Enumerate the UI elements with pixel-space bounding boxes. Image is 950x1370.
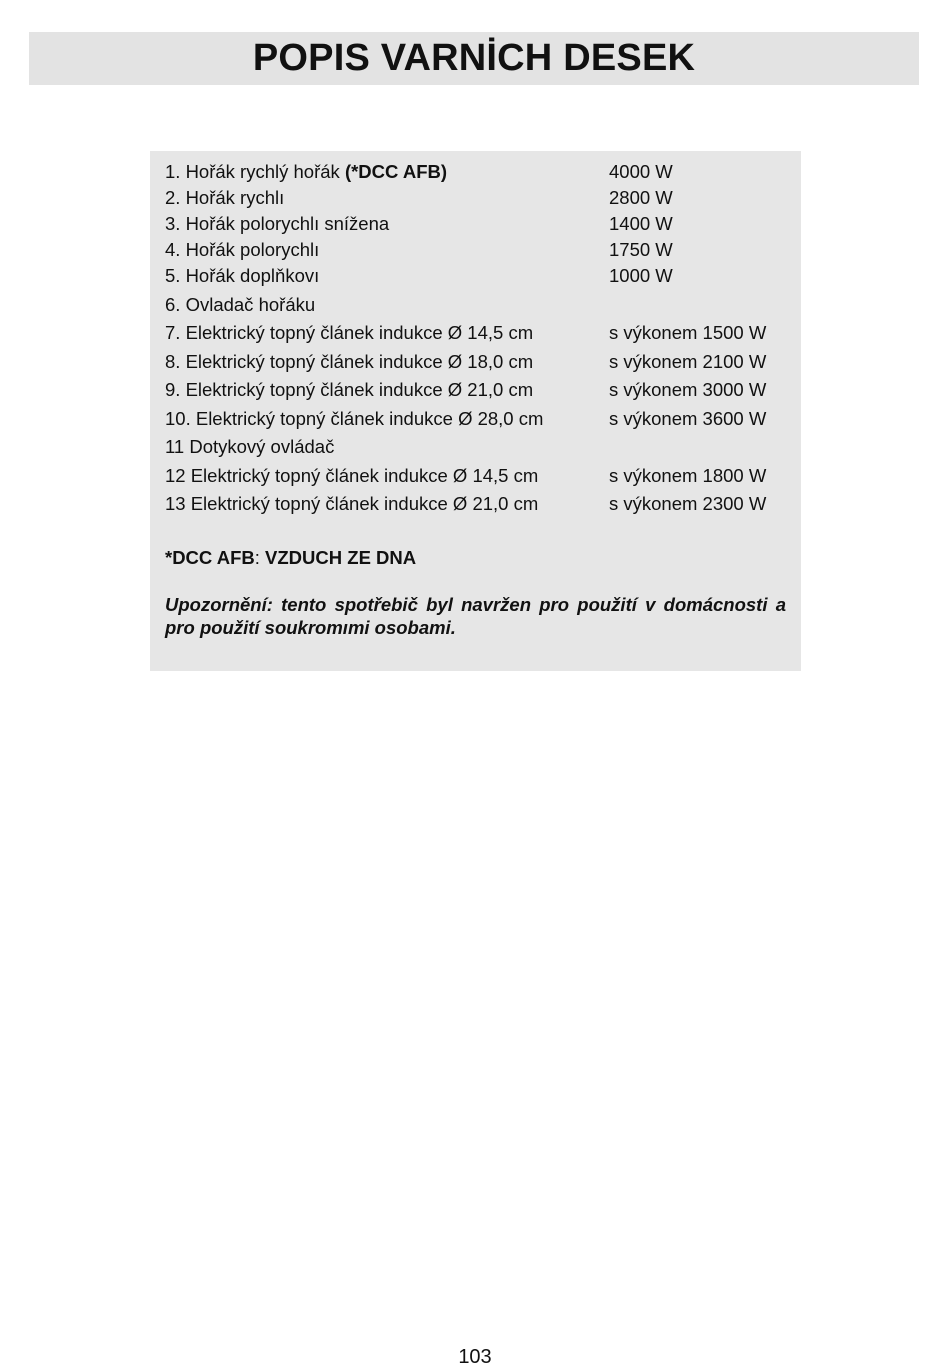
spec-row [165,351,786,379]
spec-value: 1750 W [609,239,673,260]
dcc-term: *DCC AFB [165,547,255,568]
spec-box [150,151,801,671]
spec-row [165,265,786,294]
spec-label: 4. Hořák polorychlı [165,239,320,260]
dcc-description: VZDUCH ZE DNA [265,547,417,568]
spec-label: 3. Hořák polorychlı snížena [165,213,390,234]
spec-row [165,408,786,436]
page-number: 103 [458,1346,492,1368]
spec-value: s výkonem 1500 W [609,322,767,343]
spec-row [165,239,786,265]
spec-value: s výkonem 3600 W [609,408,767,429]
spec-label: 2. Hořák rychlı [165,187,285,208]
spec-label: 7. Elektrický topný článek indukce Ø 14,5 cm [165,322,534,343]
spec-list [165,161,786,521]
spec-row [165,465,786,493]
page-title: POPIS VARNİCH DESEK [252,37,696,79]
spec-row [165,436,786,465]
spec-value: s výkonem 3000 W [609,379,767,400]
spec-value: 1000 W [609,265,673,286]
spec-value: 4000 W [609,161,673,182]
warning-note: Upozornění: tento spotřebič byl navržen pro použití v domácnosti a pro použití soukromımi osobami. [165,594,786,638]
spec-label: 9. Elektrický topný článek indukce Ø 21,0 cm [165,379,534,400]
spec-label: 5. Hořák doplňkovı [165,265,320,286]
spec-row [165,294,786,322]
spec-label: 1. Hořák rychlý hořák (*DCC AFB) [165,161,448,182]
spec-value: 1400 W [609,213,673,234]
spec-row [165,493,786,521]
spec-value: s výkonem 1800 W [609,465,767,486]
spec-row [165,187,786,213]
title-bar [29,32,919,85]
spec-row [165,161,786,187]
spec-label: 8. Elektrický topný článek indukce Ø 18,0 cm [165,351,534,372]
spec-label: 10. Elektrický topný článek indukce Ø 28,0 cm [165,408,544,429]
spec-label: 6. Ovladač hořáku [165,294,316,315]
spec-label-note: (*DCC AFB) [344,161,448,182]
spec-value: 2800 W [609,187,673,208]
spec-label: 11 Dotykový ovládač [165,436,335,457]
spec-value: s výkonem 2300 W [609,493,767,514]
spec-row [165,322,786,351]
spec-row [165,379,786,408]
spec-row [165,213,786,239]
dcc-note [165,547,786,569]
spec-value: s výkonem 2100 W [609,351,767,372]
dcc-separator: : [254,547,260,568]
spec-label: 13 Elektrický topný článek indukce Ø 21,0 cm [165,493,539,514]
spec-label: 12 Elektrický topný článek indukce Ø 14,5 cm [165,465,539,486]
